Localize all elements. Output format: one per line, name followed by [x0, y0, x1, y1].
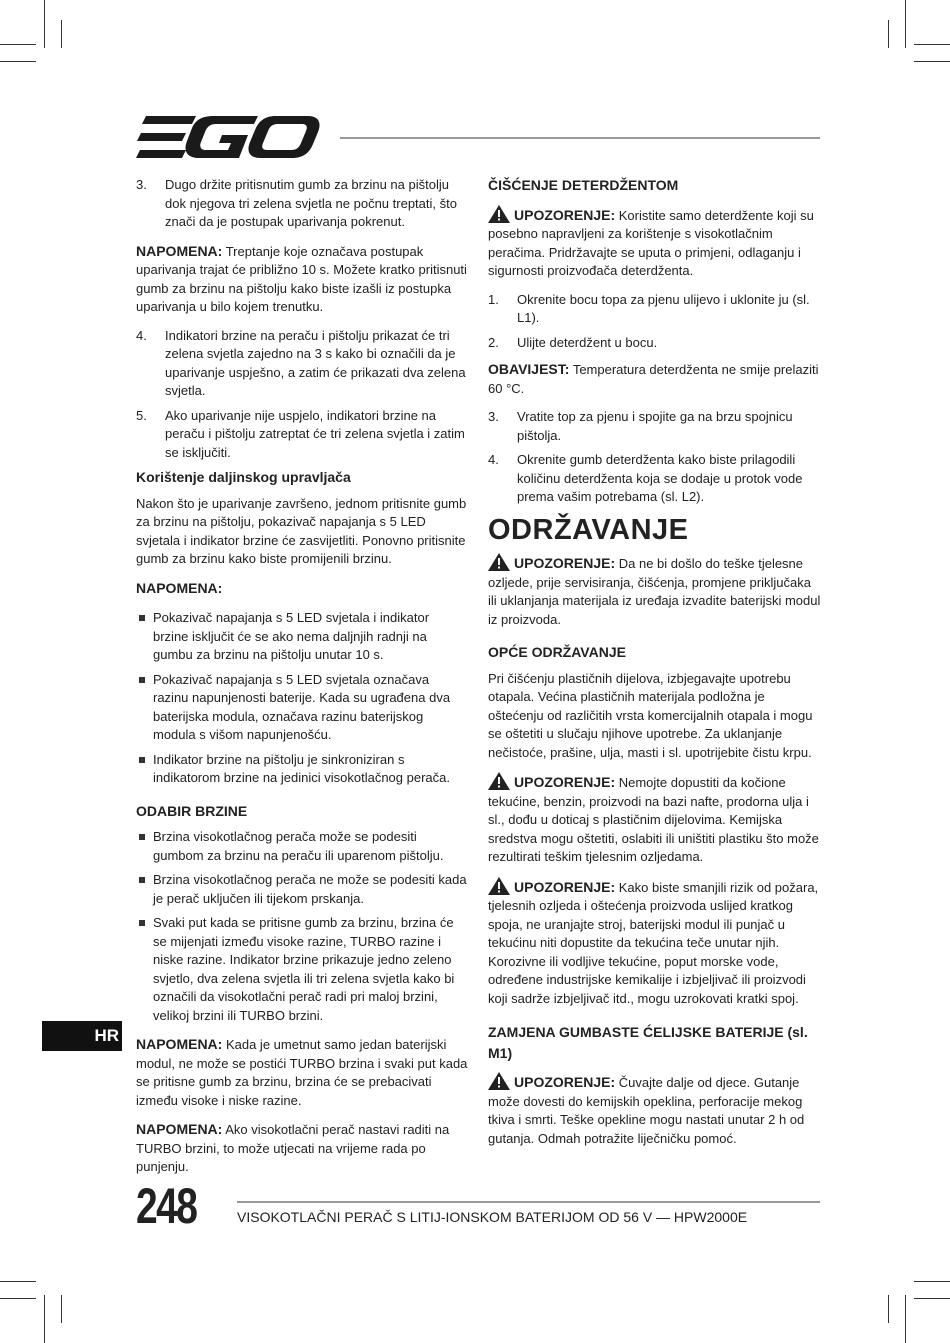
crop-mark — [0, 1298, 36, 1299]
footer-title: VISOKOTLAČNI PERAČ S LITIJ-IONSKOM BATERIJOM OD 56 V — HPW2000E — [237, 1209, 748, 1225]
warning: UPOZORENJE: Koristite samo deterdžente koji su posebno napravljeni za korištenje s visokotlačnim peračima. Pridržavajte se uputa o primjeni, odlaganju i sigurnosti proizvođača deterdženta. — [488, 206, 814, 278]
crop-mark — [888, 1295, 889, 1323]
numbered-step: 4. Indikatori brzine na peraču i pištolju prikazat će tri zelena svjetla zajedno na 3 s kako bi označili da je uparivanje uspješno, a zatim će prikazati dva zelena svjetla. — [136, 327, 466, 398]
header-rule — [340, 137, 820, 139]
section-heading: ZAMJENA GUMBASTE ĆELIJSKE BATERIJE (sl. M1) — [488, 1024, 808, 1061]
bullet-item: Brzina visokotlačnog perača može se podesiti gumbom za brzinu na peraču ili uparenom pištolju. — [136, 828, 468, 865]
section-heading: ČIŠĆENJE DETERDŽENTOM — [488, 177, 679, 193]
numbered-step: 2. Ulijte deterdžent u bocu. — [488, 334, 658, 350]
crop-mark — [0, 61, 36, 62]
note: NAPOMENA: Kada je umetnut samo jedan baterijski modul, ne može se postići TURBO brzina i svaki put kada se pritisne gumb za brzinu, brzina će se prebacivati između visoke i niske razine. — [136, 1036, 468, 1108]
bullet-item: Pokazivač napajanja s 5 LED svjetala i indikator brzine isključit će se ako nema daljnjih radnji na gumbu za brzinu na pištolju unutar 10 s. — [136, 609, 468, 665]
section-heading: Korištenje daljinskog upravljača — [136, 469, 351, 485]
crop-mark — [905, 1295, 906, 1343]
language-tab: HR — [42, 1021, 122, 1051]
crop-mark — [914, 1281, 950, 1282]
numbered-step: 3. Dugo držite pritisnutim gumb za brzinu na pištolju dok njegova tri zelena svjetla ne počnu treptati, što znači da je postupak uparivanja pokrenut. — [136, 177, 457, 229]
section-heading: ODABIR BRZINE — [136, 802, 248, 819]
bullet-item: Pokazivač napajanja s 5 LED svjetala označava razinu napunjenosti baterije. Kada su ugrađena dva baterijska modula, označava razinu baterijskog modula s višom napunjenošću. — [136, 671, 468, 745]
crop-mark — [44, 0, 45, 48]
warning-triangle-icon — [488, 1072, 510, 1090]
note: NAPOMENA: Treptanje koje označava postupak uparivanja trajat će približno 10 s. Možete kratko pritisnuti gumb za brzinu na pištolju kako biste izašli iz postupka uparivanja u bilo kojem trenutku. — [136, 242, 467, 314]
left-column — [136, 176, 468, 1187]
bullet-item: Indikator brzine na pištolju je sinkroniziran s indikatorom brzine na jedinici visokotlačnog perača. — [136, 751, 468, 788]
warning-triangle-icon — [488, 205, 510, 223]
warning: UPOZORENJE: Da ne bi došlo do teške tjelesne ozljede, prije servisiranja, čišćenja, promjene priključaka ili uklanjanja materijala iz uređaja izvadite baterijski modul iz proizvoda. — [488, 555, 821, 627]
crop-mark — [0, 44, 36, 45]
crop-mark — [44, 1295, 45, 1343]
crop-mark — [61, 20, 62, 48]
warning: UPOZORENJE: Nemojte dopustiti da kočione tekućine, benzin, proizvodi na bazi nafte, prodorna ulja i sl., dođu u doticaj s plastičnim dijelovima. Kemijska sredstva mogu oštetiti, oslabiti ili uništiti plastiku što može rezultirati teškim tjelesnim ozljedama. — [488, 774, 819, 864]
numbered-step: 1. Okrenite bocu topa za pjenu ulijevo i uklonite ju (sl. L1). — [488, 291, 810, 325]
right-column — [488, 176, 822, 1158]
crop-mark — [914, 61, 950, 62]
notice: OBAVIJEST: Temperatura deterdženta ne smije prelaziti 60 °C. — [488, 361, 819, 396]
warning: UPOZORENJE: Kako biste smanjili rizik od požara, tjelesnih ozljeda i oštećenja proizvoda uslijed kratkog spoja, ne uranjajte stroj, baterijski modul ili punjač u tekućinu niti dopustite da tekućina teče unutar njih. Korozivne ili vodljive tekućine, poput morske vode, određene industrijske kemikalije i izbjeljivač ili proizvodi koji sadrže izbjeljivač itd., mogu uzrokovati kratki spoj. — [488, 878, 819, 1006]
bullet-item: Svaki put kada se pritisne gumb za brzinu, brzina će se mijenjati između visoke razine, TURBO razine i niske razine. Indikator brzine prikazuje jedno zeleno svjetlo, dva zelena svjetla ili tri zelena svjetla kako bi označili da visokotlačni perač radi pri maloj brzini, velikoj brzini ili TURBO brzini. — [136, 914, 468, 1025]
crop-mark — [914, 1298, 950, 1299]
crop-mark — [888, 20, 889, 48]
warning: UPOZORENJE: Čuvajte dalje od djece. Gutanje može dovesti do kemijskih opeklina, perforacije mekog tkiva i smrti. Teške opekline mogu nastati unutar 2 h od gutanja. Odmah potražite liječničku pomoć. — [488, 1074, 805, 1146]
numbered-step: 5. Ako uparivanje nije uspjelo, indikatori brzine na peraču i pištolju zatreptat će tri zelena svjetla i zatim se isključiti. — [136, 407, 465, 460]
section-heading: OPĆE ODRŽAVANJE — [488, 644, 626, 660]
warning-triangle-icon — [488, 553, 510, 571]
page-number: 248 — [136, 1178, 197, 1234]
bullet-item: Brzina visokotlačnog perača ne može se podesiti kada je perač uključen ili tijekom prskanja. — [136, 871, 468, 908]
crop-mark — [0, 1281, 36, 1282]
footer-rule — [237, 1201, 820, 1203]
note: NAPOMENA: Ako visokotlačni perač nastavi raditi na TURBO brzini, to može utjecati na vrijeme rada po punjenju. — [136, 1121, 450, 1174]
chapter-heading: ODRŽAVANJE — [488, 513, 689, 546]
paragraph: Nakon što je uparivanje završeno, jednom pritisnite gumb za brzinu na pištolju, pokazivač napajanja s 5 LED svjetala i indikator brzine će zasvijetliti. Ponovno pritisnite gumb za brzinu kako biste promijenili brzinu. — [136, 495, 467, 566]
paragraph: Pri čišćenju plastičnih dijelova, izbjegavajte upotrebu otapala. Većina plastičnih materijala podložna je oštećenju od različitih vrsta komercijalnih otapala i mogu se oštetiti u slučaju njihove upotrebe. Za uklanjanje nečistoće, prašine, ulja, masti i sl. upotrijebite čistu krpu. — [488, 670, 813, 760]
note-heading: NAPOMENA: — [136, 579, 223, 596]
numbered-step: 4. Okrenite gumb deterdženta kako biste prilagodili količinu deterdženta koja se dodaje u protok vode prema vašim potrebama (sl. L2). — [488, 452, 803, 504]
ego-logo — [136, 116, 320, 158]
numbered-step: 3. Vratite top za pjenu i spojite ga na brzu spojnicu pištolja. — [488, 409, 793, 443]
warning-triangle-icon — [488, 877, 510, 895]
crop-mark — [61, 1295, 62, 1323]
crop-mark — [905, 0, 906, 48]
crop-mark — [914, 44, 950, 45]
warning-triangle-icon — [488, 772, 510, 790]
